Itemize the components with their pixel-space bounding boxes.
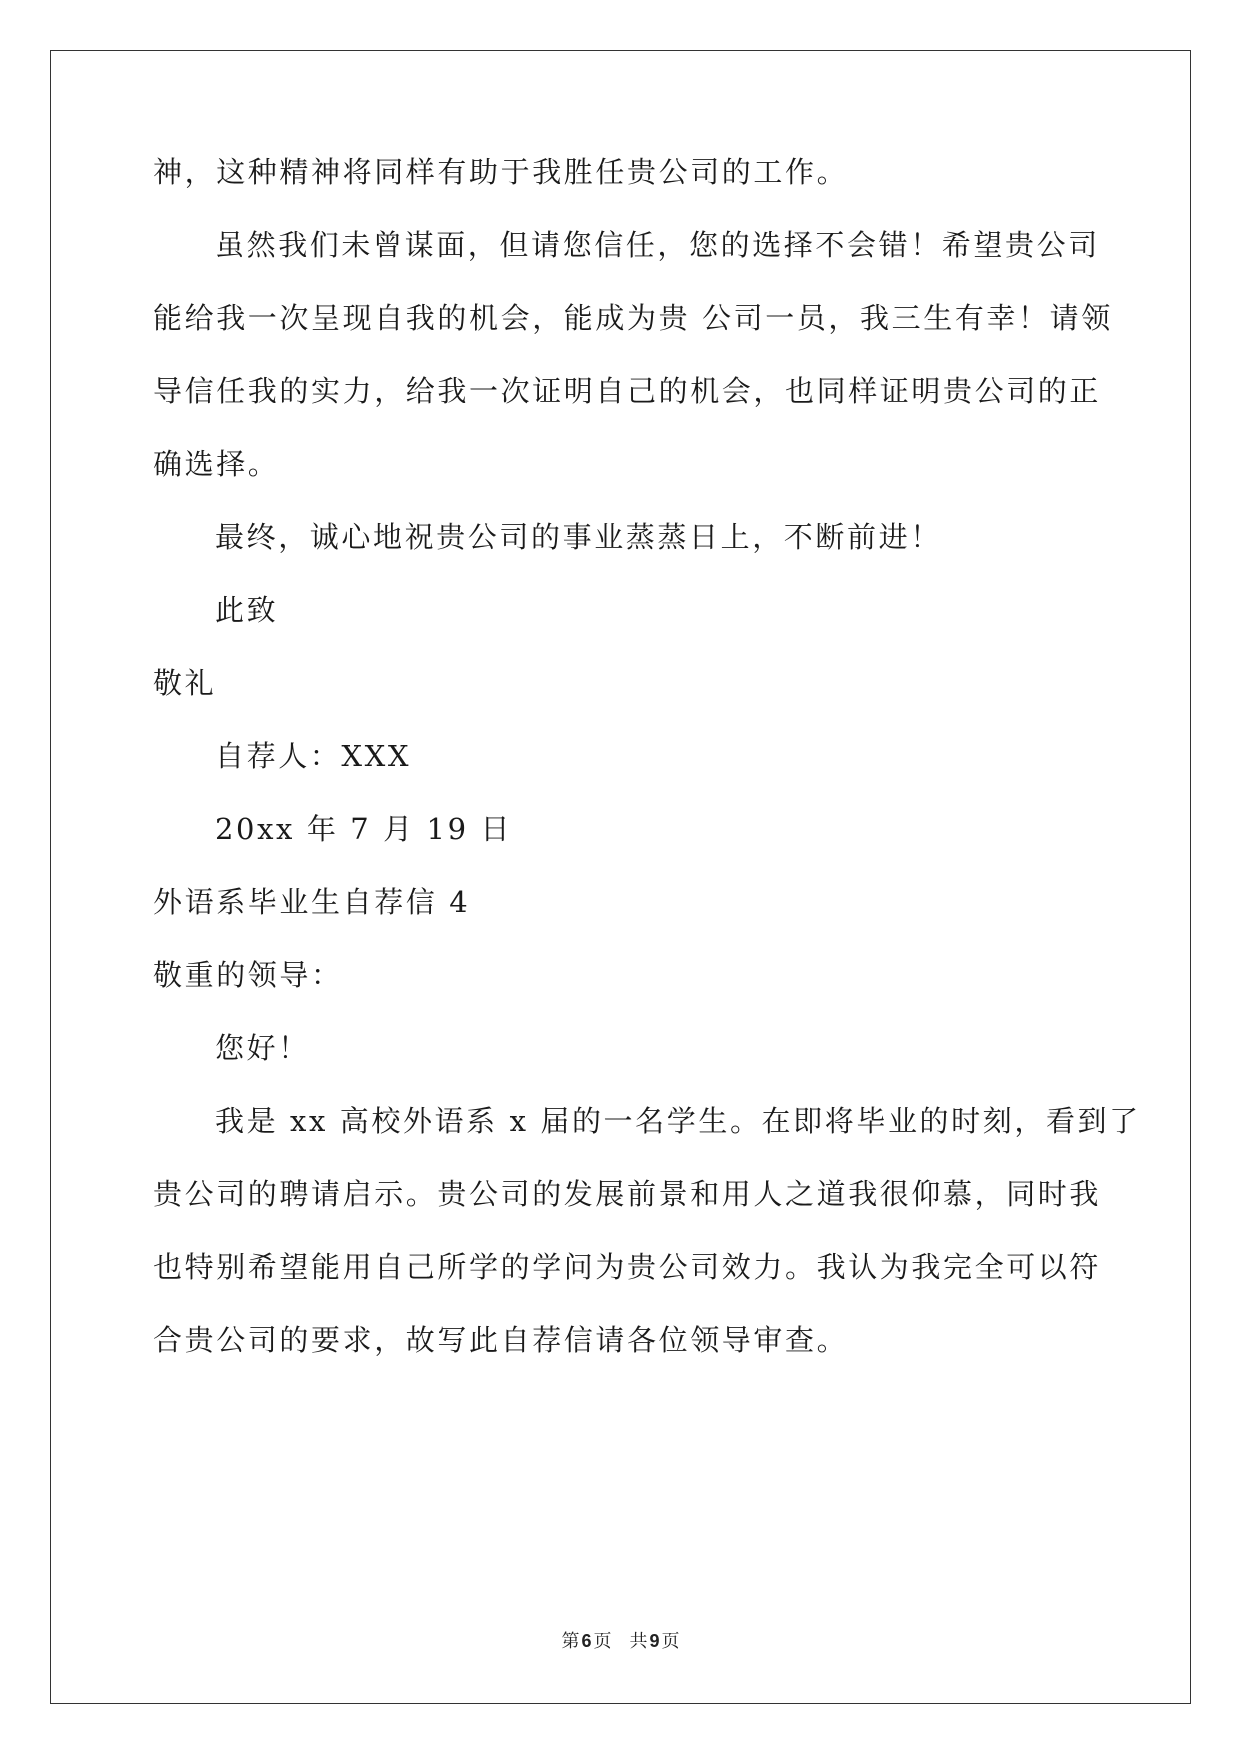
footer-page-suffix: 页 — [593, 1631, 612, 1652]
paragraph-line: 导信任我的实力，给我一次证明自己的机会，也同样证明贵公司的正 — [153, 374, 1102, 408]
footer-total-suffix: 页 — [661, 1631, 680, 1652]
date-line: 20xx 年 7 月 19 日 — [215, 812, 513, 846]
page-footer — [0, 1630, 1241, 1653]
footer-page-prefix: 第 — [561, 1631, 580, 1652]
paragraph-line: 能给我一次呈现自我的机会，能成为贵 公司一员，我三生有幸！请领 — [153, 301, 1113, 335]
paragraph-line: 虽然我们未曾谋面，但请您信任，您的选择不会错！希望贵公司 — [215, 228, 1100, 262]
signature-line: 自荐人：XXX — [215, 739, 412, 773]
footer-current-page: 6 — [581, 1631, 592, 1651]
paragraph-line: 也特别希望能用自己所学的学问为贵公司效力。我认为我完全可以符 — [153, 1250, 1102, 1284]
closing-salutation: 此致 — [215, 593, 279, 627]
footer-total-prefix: 共 — [629, 1631, 648, 1652]
page-border — [50, 50, 1191, 1704]
greeting-hello: 您好！ — [215, 1031, 310, 1065]
paragraph-line: 最终，诚心地祝贵公司的事业蒸蒸日上，不断前进！ — [215, 520, 942, 554]
paragraph-line: 贵公司的聘请启示。贵公司的发展前景和用人之道我很仰慕，同时我 — [153, 1177, 1102, 1211]
section-title: 外语系毕业生自荐信 4 — [153, 885, 471, 919]
closing-regards: 敬礼 — [153, 666, 217, 700]
paragraph-line: 神，这种精神将同样有助于我胜任贵公司的工作。 — [153, 155, 849, 189]
footer-total-pages: 9 — [649, 1631, 660, 1651]
greeting-line: 敬重的领导： — [153, 958, 343, 992]
paragraph-line: 我是 xx 高校外语系 x 届的一名学生。在即将毕业的时刻，看到了 — [215, 1104, 1141, 1138]
paragraph-line: 确选择。 — [153, 447, 280, 481]
paragraph-line: 合贵公司的要求，故写此自荐信请各位领导审查。 — [153, 1323, 849, 1357]
